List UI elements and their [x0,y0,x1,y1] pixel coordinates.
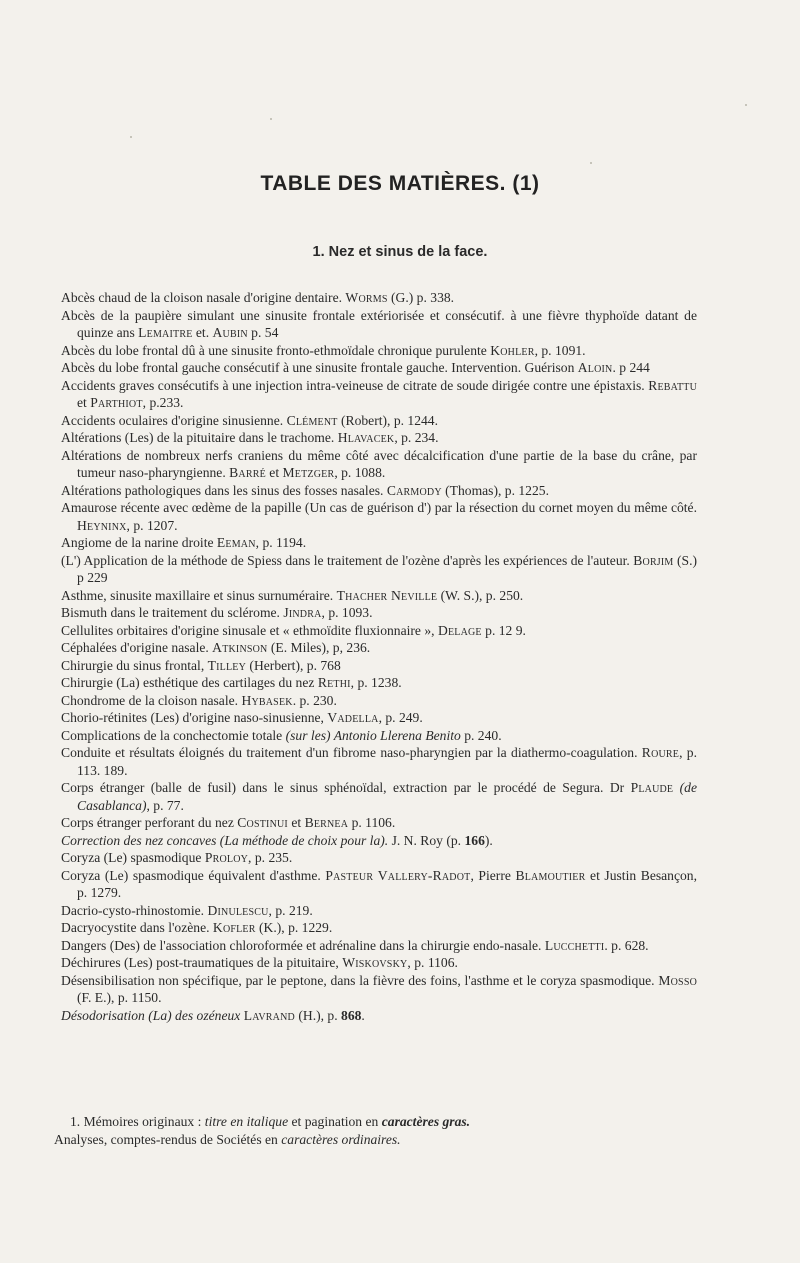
scan-speck [270,118,272,120]
toc-entry-author: Hlavacek [337,430,395,445]
toc-entry-text: Abcès du lobe frontal dû à une sinusite fronto-ethmoïdale chronique purulente [61,342,491,358]
toc-entry-author: Barré [229,465,266,480]
toc-entry [61,622,697,640]
toc-entry-text: Chirurgie du sinus frontal, [61,657,208,673]
toc-entry [61,674,697,692]
toc-entry-tail: . p. 230. [292,692,337,708]
toc-entry [61,342,697,360]
toc-entry-tail: , p. 77. [146,797,184,813]
toc-entry-tail: , p.233. [142,395,184,410]
toc-entry-tail: p. 54 [247,325,279,340]
toc-entry-author: Heyninx [77,517,127,533]
toc-entry-text: Dacryocystite dans l'ozène. [61,920,213,935]
toc-entry-tail: , p. 113. 189. [77,745,697,778]
toc-entry-tail: , p. 1194. [255,535,307,550]
toc-entry [61,552,697,587]
toc-entry-italic: (sur les) Antonio Llerena Benito [285,727,461,743]
toc-entry [61,482,697,500]
toc-entry-author: Borjim [633,552,674,568]
toc-entry-author: Jindra [283,605,322,620]
toc-entry [61,289,697,307]
toc-entry [61,709,697,727]
footnote-text: Analyses, comptes-rendus de Sociétés en [54,1132,282,1147]
toc-entry-text: Chorio-rétinites (Les) d'origine naso-sinusienne, [61,710,328,725]
toc-entry-bold: 166 [464,832,485,848]
toc-entry-text: Angiome de la narine droite [61,535,217,550]
toc-entry-author: Kofler [212,920,256,935]
toc-entry-text: Complications de la conchectomie totale [61,727,286,743]
toc-entry [61,744,697,779]
toc-entry-italic: Désodorisation (La) des ozéneux [61,1007,241,1023]
toc-entry-text: Abcès chaud de la cloison nasale d'origine dentaire. [61,290,346,305]
toc-entry [61,359,697,377]
footnote-text: 1. Mémoires originaux : [70,1114,205,1129]
toc-entry-tail: , p. 249. [378,710,423,725]
toc-entry-text: Chondrome de la cloison nasale. [61,692,242,708]
toc-entry-author: Hybasek [241,692,293,708]
toc-entry-tail: , p. 1238. [350,675,402,690]
toc-entry-author: Metzger [282,465,335,480]
toc-entry-author: Roure [641,745,680,760]
toc-entry-text: Dangers (Des) de l'association chloroformée et adrénaline dans la chirurgie endo-nasale. [61,937,545,953]
toc-entry-tail: et Justin Besançon, p. 1279. [77,867,697,900]
toc-entry-tail: (Thomas), p. 1225. [441,482,549,498]
toc-entry [61,972,697,1007]
toc-entry-text: Coryza (Le) spasmodique [61,850,205,865]
footnote-italic-bold: caractères gras. [381,1114,471,1129]
toc-entry-text: Corps étranger perforant du nez [61,815,238,830]
toc-entry-text: Désensibilisation non spécifique, par le peptone, dans la fièvre des foins, l'asthme et le coryza spasmodique. [61,972,659,988]
toc-entry [61,937,697,955]
toc-entry-tail: (H.), p. [294,1007,342,1023]
toc-entry [61,692,697,710]
toc-entry-author: Wiskovsky [342,955,408,970]
toc-entry [61,604,697,622]
section-heading: 1. Nez et sinus de la face. [312,244,488,260]
toc-entry-italic: (de Casablanca) [77,780,697,813]
toc-entry-text: Amaurose récente avec œdème de la papille (Un cas de guérison d') par la résection du cornet moyen du même côté. [61,500,697,515]
toc-entry [61,779,697,814]
scan-speck [590,162,592,164]
toc-entry [61,447,697,482]
toc-entry-author: Eeman [216,535,256,550]
toc-entry-tail: , Pierre [470,867,516,883]
toc-entry-tail: (S.) p 229 [77,552,697,585]
toc-entry [61,534,697,552]
toc-entry-text: (L') Application de la méthode de Spiess dans le traitement de l'ozène d'après les expériences de l'auteur. [61,552,634,568]
toc-entry-tail: (Robert), p. 1244. [337,412,439,428]
toc-entry-tail: (Herbert), p. 768 [246,657,341,673]
toc-entry [61,429,697,447]
toc-entry-author: Delage [437,622,482,638]
toc-entry-italic: Correction des nez concaves (La méthode de choix pour la). [61,832,389,848]
toc-entry-tail: , p. 219. [268,902,313,918]
entries-list [61,289,697,1024]
toc-entry-tail: , p. 1088. [334,465,386,480]
scan-speck [745,104,747,106]
toc-entry-tail: et [77,395,91,410]
toc-entry-author: Lemaitre [138,325,193,340]
toc-entry-tail: , p. 1106. [407,955,458,970]
toc-entry-text: Asthme, sinusite maxillaire et sinus surnuméraire. [61,587,337,603]
toc-entry [61,412,697,430]
toc-entry-author: Mosso [658,972,697,988]
toc-entry-tail: (K.), p. 1229. [255,920,333,935]
toc-entry-author: Thacher Neville [336,587,438,603]
toc-entry-author: Lucchetti [544,937,605,953]
toc-entry-tail: J. N. Roy (p. [388,832,465,848]
toc-entry [61,639,697,657]
toc-entry-tail: . [361,1007,365,1023]
toc-entry-text: Abcès de la paupière simulant une sinusite frontale extériorisée et consécutif. à une fièvre thyphoïde datant de quinze ans [61,307,697,340]
toc-entry-text: Dacrio-cysto-rhinostomie. [61,902,208,918]
toc-entry-tail: . p. 628. [604,937,649,953]
toc-entry [61,1007,697,1025]
toc-entry-author: Lavrand [243,1007,295,1023]
toc-entry-tail: . p 244 [612,360,650,375]
toc-entry-tail: (E. Miles), p, 236. [267,640,371,655]
toc-entry-text: Chirurgie (La) esthétique des cartilages du nez [61,675,318,690]
toc-entry-tail: et [265,465,283,480]
toc-entry-author: Atkinson [212,640,268,655]
toc-entry-tail: et. [192,325,213,340]
toc-entry-text: Déchirures (Les) post-traumatiques de la pituitaire, [61,955,343,970]
toc-entry-tail: , p. 1207. [126,517,178,533]
toc-entry [61,587,697,605]
toc-entry-author: Plaude [630,780,674,795]
toc-entry-tail: (G.) p. 338. [387,290,455,305]
toc-entry-author: Costinui [237,815,288,830]
toc-entry [61,307,697,342]
toc-entry [61,849,697,867]
toc-entry-tail: , p. 234. [394,430,439,445]
toc-entry-author: Bernea [304,815,349,830]
toc-entry-text: Bismuth dans le traitement du sclérome. [61,605,284,620]
toc-entry-author: Tilley [207,657,247,673]
toc-entry-text: Accidents graves consécutifs à une injection intra-veineuse de citrate de soude dirigée contre une épistaxis. [61,377,649,393]
toc-entry-text: Abcès du lobe frontal gauche consécutif à une sinusite frontale gauche. Intervention. Guérison [61,360,578,375]
toc-entry-tail: (F. E.), p. 1150. [77,990,162,1005]
toc-entry [61,902,697,920]
footnote-italic: caractères ordinaires. [281,1132,401,1147]
toc-entry-text: Altérations (Les) de la pituitaire dans le trachome. [61,430,338,445]
toc-entry-bold: 868 [341,1007,362,1023]
toc-entry-text: Altérations de nombreux nerfs craniens du même côté avec décalcification d'une partie de la base du crâne, par tumeur naso-pharyngienne. [61,447,697,480]
page-title: TABLE DES MATIÈRES. (1) [260,172,540,195]
toc-entry [61,377,697,412]
toc-entry-tail: (W. S.), p. 250. [437,587,524,603]
toc-entry-author: Blamoutier [515,867,586,883]
toc-entry [61,814,697,832]
toc-entry [61,867,697,902]
toc-entry-tail: , p. 1091. [534,342,586,358]
toc-entry-text: Accidents oculaires d'origine sinusienne. [61,412,287,428]
toc-entry-text: Céphalées d'origine nasale. [61,640,213,655]
toc-entry-author: Rethi [317,675,351,690]
footnote [54,1113,694,1149]
toc-entry [61,919,697,937]
toc-entry [61,832,697,850]
toc-entry-text: Coryza (Le) spasmodique équivalent d'asthme. [61,867,326,883]
toc-entry-author: Vadella [327,710,379,725]
toc-entry-tail: , p. 235. [248,850,293,865]
toc-entry-author: Clément [286,412,338,428]
toc-entry [61,499,697,534]
footnote-italic: titre en italique [204,1114,289,1129]
toc-entry [61,727,697,745]
toc-entry-author: Carmody [386,482,442,498]
toc-entry [61,657,697,675]
toc-entry-author: Parthiot [90,395,143,410]
toc-entry-author: Aubin [212,325,248,340]
toc-entry-author: Pasteur Vallery-Radot [325,867,471,883]
toc-entry-text: Conduite et résultats éloignés du traitement d'un fibrome naso-pharyngien par la diathermo-coagulation. [61,745,642,760]
footnote-text: et pagination en [288,1114,382,1129]
toc-entry-tail: p. 1106. [348,815,396,830]
scan-speck [130,136,132,138]
toc-entry-tail: p. 240. [460,727,502,743]
toc-entry-author: Proloy [204,850,249,865]
toc-entry-tail: p. 12 9. [481,622,526,638]
toc-entry-tail: , p. 1093. [321,605,373,620]
toc-entry-text: Altérations pathologiques dans les sinus des fosses nasales. [61,482,387,498]
toc-entry [61,954,697,972]
toc-entry-text: Corps étranger (balle de fusil) dans le sinus sphénoïdal, extraction par le procédé de Segura. Dr [61,780,631,795]
toc-entry-author: Aloin [577,360,613,375]
toc-entry-author: Rebattu [648,377,697,393]
toc-entry-author: Worms [345,290,388,305]
toc-entry-author: Dinulescu [207,902,269,918]
toc-entry-tail: ). [484,832,493,848]
toc-entry-tail: et [287,815,305,830]
toc-entry-text: Cellulites orbitaires d'origine sinusale et « ethmoïdite fluxionnaire », [61,622,438,638]
toc-entry-author: Kohler [490,342,535,358]
footnote-line-1 [54,1113,694,1131]
footnote-line-2 [54,1131,694,1149]
